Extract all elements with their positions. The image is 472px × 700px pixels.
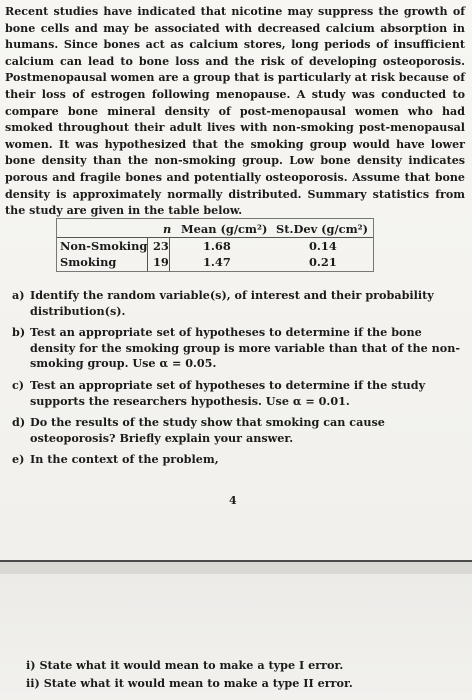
row-mean: 1.47 <box>203 255 231 269</box>
subquestion-label: ii) <box>26 676 40 690</box>
row-n: 23 <box>153 239 169 253</box>
question-label: a) <box>12 288 25 302</box>
question-text: Test an appropriate set of hypotheses to determine if the study supports the researchers hypothesis. Use α = 0.01. <box>30 377 426 408</box>
subquestion-text: State what it would mean to make a type II error. <box>43 676 353 690</box>
subquestion-item <box>26 676 466 691</box>
question-text: Test an appropriate set of hypotheses to determine if the bone density for the smoking group is more variable than that of the non-smoking group. Use α = 0.05. <box>30 325 460 371</box>
question-item <box>12 452 464 468</box>
question-item <box>12 378 464 409</box>
question-label: d) <box>12 415 26 430</box>
header-n: n <box>163 222 172 236</box>
row-group: Non-Smoking <box>60 239 148 253</box>
subquestion-item <box>26 658 466 673</box>
row-group: Smoking <box>60 255 117 269</box>
question-text: Identify the random variable(s), of interest and their probability distribution(s). <box>30 288 434 318</box>
question-label: b) <box>12 325 26 340</box>
question-item <box>12 325 464 372</box>
table-header-line <box>57 237 373 238</box>
question-text: Do the results of the study show that smoking can cause osteoporosis? Briefly explain your answer. <box>30 415 385 445</box>
header-mean: Mean (g/cm²) <box>181 222 268 236</box>
question-label: c) <box>12 377 25 392</box>
row-n: 19 <box>153 255 169 269</box>
table-header-row <box>57 222 373 238</box>
question-list <box>12 288 464 474</box>
row-sd: 0.21 <box>309 255 337 269</box>
subquestion-text: State what it would mean to make a type I error. <box>39 658 344 672</box>
intro-paragraph: Recent studies have indicated that nicotine may suppress the growth of bone cells and may be associated with decreased calcium absorption in humans. Since bones act as calcium stores, long periods of insufficient calcium can lead to bone loss and the risk of developing osteoporosis. Postmenopausal women are a group that is particularly at risk because of their loss of estrogen following menopause. A study was conducted to compare bone mineral density of post-menopausal women who had smoked throughout their adult lives with non-smoking post-menopausal women. It was hypothesized that the smoking group would have lower bone density than the non-smoking group. Low bone density indicates porous and fragile bones and potentially osteoporosis. Assume that bone density is approximately normally distributed. Summary statistics from the study are given in the table below. <box>5 5 465 218</box>
table-row <box>57 239 373 255</box>
row-mean: 1.68 <box>203 239 231 253</box>
question-item <box>12 288 464 319</box>
page-number: 4 <box>229 494 237 507</box>
subquestion-label: i) <box>26 658 36 672</box>
header-sd: St.Dev (g/cm²) <box>276 222 369 236</box>
row-sd: 0.14 <box>309 239 337 253</box>
question-label: e) <box>12 452 25 467</box>
table-row <box>57 255 373 271</box>
summary-statistics-table <box>56 218 374 272</box>
question-item <box>12 415 464 446</box>
page-break <box>0 560 472 574</box>
document-page-bottom <box>0 574 472 700</box>
question-text: In the context of the problem, <box>30 452 219 467</box>
